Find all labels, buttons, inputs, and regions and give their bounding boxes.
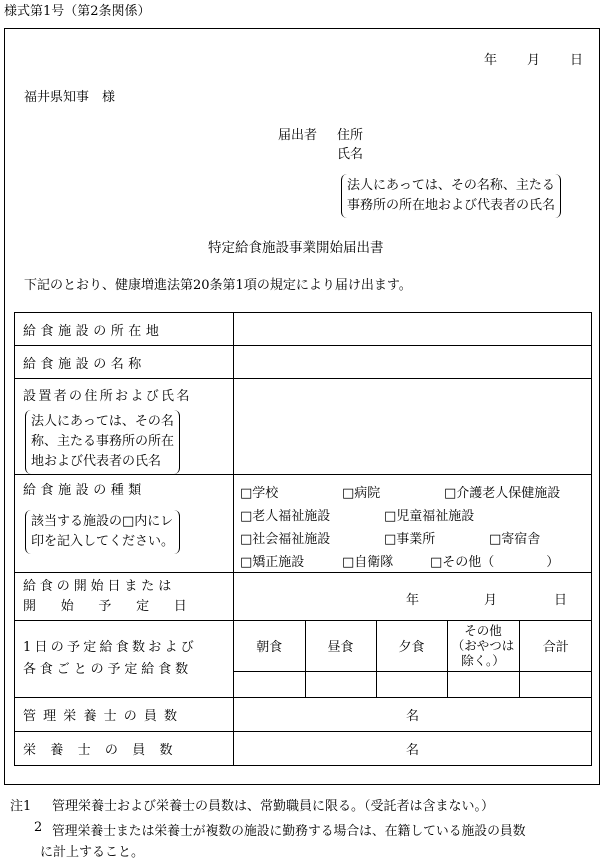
document-title: 特定給食施設事業開始届出書: [208, 240, 384, 256]
checkbox-sdf[interactable]: □自衛隊: [342, 554, 394, 570]
meals-label: 1日の予定給食数および: [23, 640, 198, 655]
start-year-label: 年: [406, 592, 420, 608]
corp-note-line: 事務所の所在地および代表者の氏名: [347, 198, 556, 213]
meal-other-input[interactable]: [447, 671, 519, 697]
meal-other-line: その他: [464, 623, 502, 639]
meal-total-input[interactable]: [519, 671, 592, 697]
meals-label-2: 各食ごとの予定給食数: [23, 662, 193, 677]
applicant-label: 届出者: [278, 128, 318, 143]
dietitian-unit: 名: [405, 743, 419, 758]
meal-lunch-header: 昼食: [305, 621, 376, 671]
checkbox-social-welfare[interactable]: □社会福祉施設: [240, 531, 331, 547]
start-day-label: 日: [554, 592, 568, 608]
table-row: [15, 313, 592, 346]
form-number: 様式第1号（第2条関係）: [4, 4, 151, 19]
start-month-label: 月: [484, 592, 498, 608]
location-input-cell[interactable]: [234, 313, 592, 346]
table-row: [15, 732, 592, 766]
founder-note-line: 法人にあっては、その名: [31, 414, 174, 429]
date-year-label: 年: [484, 53, 498, 68]
location-label: 給食施設の所在地: [23, 323, 164, 339]
note-2-label: 2: [34, 820, 43, 835]
facility-name-input-cell[interactable]: [234, 346, 592, 379]
start-date-label-2: 開始予定日: [23, 598, 212, 614]
checkbox-hospital[interactable]: □病院: [342, 485, 381, 501]
date-month-label: 月: [527, 53, 541, 68]
meal-dinner-header: 夕食: [376, 621, 447, 671]
checkbox-school[interactable]: □学校: [240, 485, 279, 501]
admin-dietitian-label: 管理栄養士の員数: [23, 709, 185, 724]
checkbox-other[interactable]: □その他（ ）: [430, 554, 560, 570]
checkbox-child-welfare[interactable]: □児童福祉施設: [384, 508, 475, 524]
type-note-line: 印を記入してください。: [31, 534, 175, 549]
meal-other-header: [447, 621, 519, 671]
note-1-label: 注1: [10, 799, 32, 814]
table-row: [15, 698, 592, 732]
note-2-text: 管理栄養士または栄養士が複数の施設に勤務する場合は、在籍している施設の員数: [52, 824, 526, 839]
note-1-text: 管理栄養士および栄養士の員数は、常勤職員に限る。（受託者は含まない。）: [52, 799, 495, 814]
facility-type-label: 給食施設の種類: [23, 483, 146, 498]
table-row: [15, 475, 592, 573]
founder-note: [25, 410, 180, 474]
founder-label: 設置者の住所および氏名: [23, 389, 192, 404]
corporation-note: [341, 174, 561, 218]
facility-type-note: [25, 510, 180, 554]
table-row: [15, 573, 592, 621]
table-row: [15, 346, 592, 379]
meal-other-line: 除く。）: [461, 653, 505, 669]
meal-breakfast-header: 朝食: [234, 621, 305, 671]
checkbox-office[interactable]: □事業所: [384, 531, 436, 547]
name-label: 氏名: [337, 147, 364, 162]
admin-dietitian-count-cell[interactable]: [234, 698, 592, 732]
table-row: [15, 621, 592, 698]
facility-type-options: [234, 476, 591, 572]
intro-text: 下記のとおり、健康増進法第20条第1項の規定により届け出ます。: [24, 278, 412, 293]
meal-dinner-input[interactable]: [376, 671, 447, 697]
checkbox-elderly-welfare[interactable]: □老人福祉施設: [240, 508, 331, 524]
table-row: [15, 379, 592, 475]
checkbox-dormitory[interactable]: □寄宿舎: [489, 531, 541, 547]
founder-note-line: 称、主たる事務所の所在: [31, 434, 175, 449]
addressee: 福井県知事 様: [24, 90, 116, 105]
checkbox-nursing-care[interactable]: □介護老人保健施設: [444, 485, 561, 501]
start-date-cell[interactable]: [234, 573, 592, 621]
corp-note-line: 法人にあっては、その名称、主たる: [347, 178, 555, 193]
meal-total-header: 合計: [519, 621, 592, 671]
meals-grid: [234, 621, 592, 697]
application-table: [14, 312, 592, 766]
meal-other-line: （おやつは: [451, 638, 515, 654]
start-date-label: 給食の開始日または: [23, 578, 176, 594]
meal-lunch-input[interactable]: [305, 671, 376, 697]
founder-note-line: 地および代表者の氏名: [31, 454, 162, 469]
date-day-label: 日: [570, 53, 584, 68]
dietitian-count-cell[interactable]: [234, 732, 592, 766]
note-2-text-cont: に計上すること。: [40, 845, 145, 860]
founder-input-cell[interactable]: [234, 379, 592, 475]
dietitian-label: 栄養士の員数: [23, 743, 187, 758]
admin-dietitian-unit: 名: [405, 709, 419, 724]
address-label: 住所: [337, 128, 364, 143]
facility-name-label: 給食施設の名称: [23, 356, 146, 372]
checkbox-correctional[interactable]: □矯正施設: [240, 554, 305, 570]
meal-breakfast-input[interactable]: [234, 671, 305, 697]
type-note-line: 該当する施設の□内にレ: [31, 514, 174, 529]
